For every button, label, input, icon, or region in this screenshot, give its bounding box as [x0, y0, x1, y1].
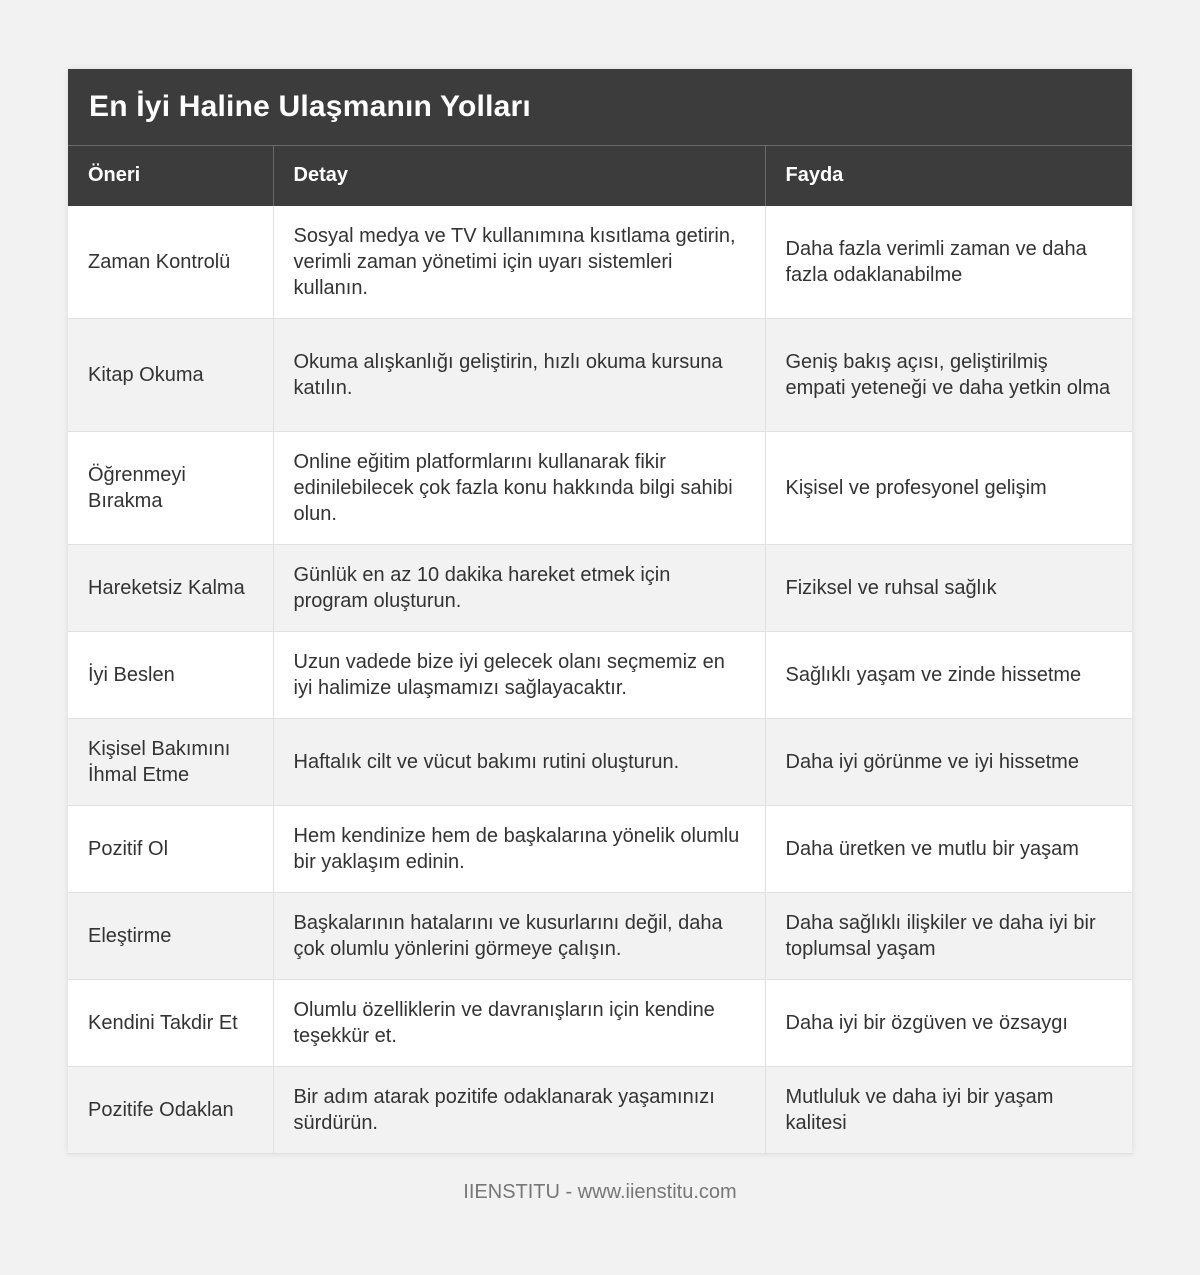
cell-detay: Hem kendinize hem de başkalarına yönelik olumlu bir yaklaşım edinin.	[273, 806, 765, 893]
cell-fayda: Mutluluk ve daha iyi bir yaşam kalitesi	[765, 1067, 1132, 1154]
table-row	[68, 432, 1132, 545]
cell-oneri: Kendini Takdir Et	[68, 980, 273, 1067]
cell-fayda: Daha iyi bir özgüven ve özsaygı	[765, 980, 1132, 1067]
table-row	[68, 545, 1132, 632]
cell-fayda: Sağlıklı yaşam ve zinde hissetme	[765, 632, 1132, 719]
cell-oneri: Öğrenmeyi Bırakma	[68, 432, 273, 545]
header-row	[68, 146, 1132, 206]
data-table	[68, 145, 1132, 1154]
footer-credit: IIENSTITU - www.iienstitu.com	[463, 1181, 737, 1203]
cell-fayda: Daha iyi görünme ve iyi hissetme	[765, 719, 1132, 806]
cell-oneri: Pozitif Ol	[68, 806, 273, 893]
column-header-fayda: Fayda	[765, 146, 1132, 206]
table-row	[68, 206, 1132, 319]
cell-oneri: Zaman Kontrolü	[68, 206, 273, 319]
cell-fayda: Daha fazla verimli zaman ve daha fazla odaklanabilme	[765, 206, 1132, 319]
column-header-detay: Detay	[273, 146, 765, 206]
cell-oneri: Pozitife Odaklan	[68, 1067, 273, 1154]
cell-oneri: Eleştirme	[68, 893, 273, 980]
cell-fayda: Daha sağlıklı ilişkiler ve daha iyi bir toplumsal yaşam	[765, 893, 1132, 980]
table-row	[68, 980, 1132, 1067]
cell-detay: Sosyal medya ve TV kullanımına kısıtlama getirin, verimli zaman yönetimi için uyarı sistemleri kullanın.	[273, 206, 765, 319]
table-row	[68, 1067, 1132, 1154]
cell-fayda: Fiziksel ve ruhsal sağlık	[765, 545, 1132, 632]
table-title: En İyi Haline Ulaşmanın Yolları	[89, 90, 531, 123]
cell-oneri: Kişisel Bakımını İhmal Etme	[68, 719, 273, 806]
cell-detay: Bir adım atarak pozitife odaklanarak yaşamınızı sürdürün.	[273, 1067, 765, 1154]
table-row	[68, 632, 1132, 719]
table-row	[68, 806, 1132, 893]
cell-detay: Olumlu özelliklerin ve davranışların için kendine teşekkür et.	[273, 980, 765, 1067]
cell-oneri: İyi Beslen	[68, 632, 273, 719]
table-card	[68, 69, 1132, 1154]
cell-detay: Uzun vadede bize iyi gelecek olanı seçmemiz en iyi halimize ulaşmamızı sağlayacaktır.	[273, 632, 765, 719]
table-row	[68, 719, 1132, 806]
table-row	[68, 893, 1132, 980]
cell-detay: Haftalık cilt ve vücut bakımı rutini oluşturun.	[273, 719, 765, 806]
cell-detay: Okuma alışkanlığı geliştirin, hızlı okuma kursuna katılın.	[273, 319, 765, 432]
cell-oneri: Kitap Okuma	[68, 319, 273, 432]
title-bar	[68, 69, 1132, 145]
cell-fayda: Daha üretken ve mutlu bir yaşam	[765, 806, 1132, 893]
column-header-oneri: Öneri	[68, 146, 273, 206]
cell-oneri: Hareketsiz Kalma	[68, 545, 273, 632]
cell-fayda: Geniş bakış açısı, geliştirilmiş empati yeteneği ve daha yetkin olma	[765, 319, 1132, 432]
cell-fayda: Kişisel ve profesyonel gelişim	[765, 432, 1132, 545]
cell-detay: Online eğitim platformlarını kullanarak fikir edinilebilecek çok fazla konu hakkında bilgi sahibi olun.	[273, 432, 765, 545]
cell-detay: Günlük en az 10 dakika hareket etmek için program oluşturun.	[273, 545, 765, 632]
cell-detay: Başkalarının hatalarını ve kusurlarını değil, daha çok olumlu yönlerini görmeye çalışın.	[273, 893, 765, 980]
table-row	[68, 319, 1132, 432]
